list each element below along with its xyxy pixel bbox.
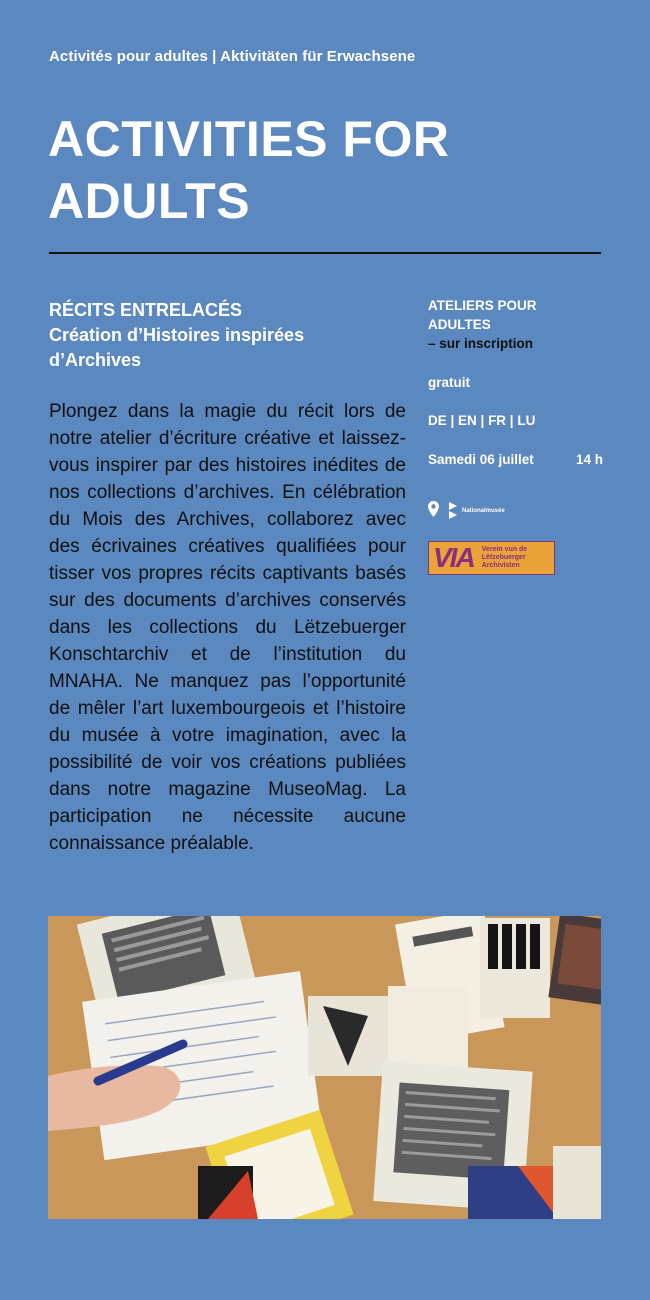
- activity-type-line-2: ADULTES: [428, 317, 491, 332]
- page-title: [48, 108, 608, 232]
- via-logo-caption: Verein vun de Lëtzebuerger Archivisten: [481, 546, 528, 569]
- archive-documents-photo: [48, 916, 601, 1219]
- registration-note: – sur inscription: [428, 336, 534, 351]
- event-time: 14 h: [575, 452, 603, 467]
- event-date: Samedi 06 juillet: [428, 452, 534, 467]
- activity-type-line-1: ATELIERS POUR: [428, 298, 537, 313]
- via-logo-mark: VIA: [433, 542, 474, 573]
- section-heading: [49, 298, 389, 373]
- museum-logo-mark-icon: [447, 500, 459, 522]
- price-label: gratuit: [428, 375, 470, 390]
- map-pin-icon: [428, 501, 439, 522]
- section-heading-line-2: Création d’Histoires inspirées: [49, 325, 305, 345]
- museum-logo: [447, 500, 505, 522]
- section-heading-line-1: RÉCITS ENTRELACÉS: [49, 300, 243, 320]
- page-kicker: Activités pour adultes | Aktivitäten für Erwachsene: [49, 48, 416, 65]
- title-line-1: ACTIVITIES FOR: [48, 111, 450, 167]
- title-divider: [49, 252, 601, 254]
- title-line-2: ADULTS: [48, 173, 251, 229]
- venue-logos: [428, 500, 603, 522]
- section-heading-line-3: d’Archives: [49, 350, 142, 370]
- section-body-text: Plongez dans la magie du récit lors de notre atelier d’écriture créative et laissez-vous inspirer par des histoires inédites de nos collections d’archives. En célébration du Mois des Archives, collaborez avec des écrivaines créatives qualifiées pour tisser vos propres récits captivants basés sur des documents d’archives conservés dans les collections du Lëtzebuerger Konschtarchiv et de l’institution du MNAHA. Ne manquez pas l’opportunité de mêler l’art luxembourgeois et l’histoire du musée à votre imagination, avec la possibilité de voir vos créations publiées dans notre magazine MuseoMag. La participation ne nécessite aucune connaissance préalable.: [49, 401, 406, 854]
- sidebar-activity-type: [428, 296, 603, 353]
- languages-label: DE | EN | FR | LU: [428, 413, 536, 428]
- museum-logo-text: Nationalmusée: [462, 507, 505, 514]
- event-date-time: [428, 450, 603, 469]
- via-logo: [428, 541, 555, 575]
